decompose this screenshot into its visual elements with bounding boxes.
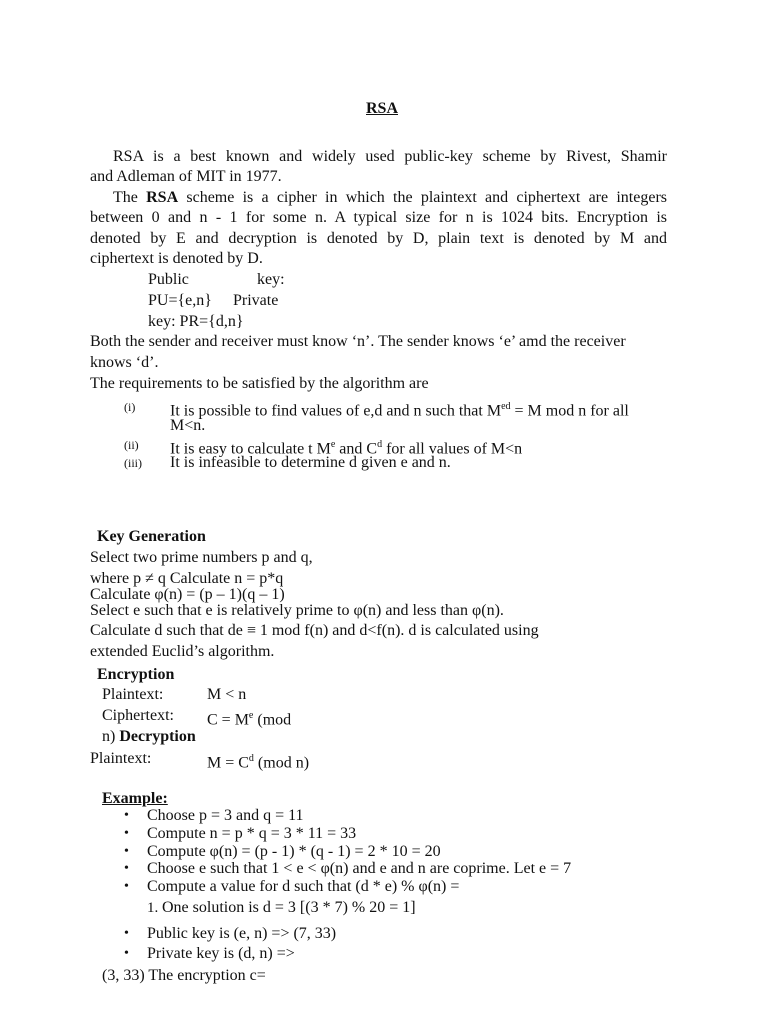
bullet-icon: • (124, 861, 129, 876)
example-bullet: Choose p = 3 and q = 11 (147, 807, 304, 824)
example-bullet: Compute a value for d such that (d * e) % φ(n) = (147, 878, 460, 895)
encryption-ciphertext-value: $C = M^e$ (mod (207, 710, 292, 729)
keygen-line: where p ≠ q Calculate n = p*q (90, 570, 284, 587)
keygen-line: extended Euclid’s algorithm. (90, 643, 275, 660)
intro-line: RSA is a best known and widely used public-key scheme by Rivest, Shamir (113, 148, 667, 165)
intro-line: The RSA scheme is a cipher in which the plaintext and ciphertext are integers (113, 189, 667, 206)
bullet-icon: • (124, 946, 129, 961)
intro-line: ciphertext is denoted by D. (90, 250, 263, 267)
keys-private-value: key: PR={d,n} (148, 313, 244, 330)
intro-line: and Adleman of MIT in 1977. (90, 168, 282, 185)
example-heading: Example: (102, 790, 168, 807)
keygen-line: Calculate d such that de ≡ 1 mod f(n) and d<f(n). d is calculated using (90, 622, 539, 639)
keygen-heading: Key Generation (97, 528, 206, 545)
requirement-text: M<n. (170, 417, 206, 434)
keygen-line: Calculate φ(n) = (p – 1)(q – 1) (90, 586, 285, 603)
requirement-text: It is easy to calculate t Me and $C^d$ for all values of M<n (170, 439, 523, 458)
keygen-line: Select two prime numbers p and q, (90, 549, 313, 566)
example-bullet: Choose e such that 1 < e < φ(n) and e and n are coprime. Let e = 7 (147, 860, 572, 877)
bullet-icon: • (124, 879, 129, 894)
example-last-line: (3, 33) The encryption c= (102, 967, 266, 984)
example-sub-text: One solution is d = 3 [(3 * 7) % 20 = 1] (162, 899, 416, 916)
example-bullet: Private key is (d, n) => (147, 945, 295, 962)
intro-line: between 0 and n - 1 for some n. A typical size for n is 1024 bits. Encryption is (90, 209, 667, 226)
example-sub-number: 1. (147, 900, 159, 916)
keys-public-value: PU={e,n} (148, 292, 212, 309)
bullet-icon: • (124, 926, 129, 941)
keys-public-label: Public (148, 271, 189, 288)
decryption-plaintext-value: $M = C^d$ (mod n) (207, 753, 310, 772)
example-bullet: Compute φ(n) = (p - 1) * (q - 1) = 2 * 10 = 20 (147, 843, 441, 860)
both-line: Both the sender and receiver must know ‘n’. The sender knows ‘e’ amd the receiver (90, 333, 626, 350)
encryption-heading: Encryption (97, 666, 175, 683)
encryption-plaintext-value: M < n (207, 686, 247, 703)
intro-line: denoted by E and decryption is denoted by D, plain text is denoted by M and (90, 230, 667, 247)
decryption-plaintext-label: Plaintext: (90, 750, 152, 767)
example-bullet: Public key is (e, n) => (7, 33) (147, 925, 337, 942)
requirement-number: (ii) (124, 438, 139, 452)
requirement-text: It is possible to find values of e,d and n such that $M^{ed} = M$ mod n for all (170, 401, 629, 420)
example-bullet: Compute n = p * q = 3 * 11 = 33 (147, 825, 357, 842)
both-line: knows ‘d’. (90, 354, 159, 371)
bullet-icon: • (124, 826, 129, 841)
bullet-icon: • (124, 844, 129, 859)
requirement-number: (iii) (124, 456, 142, 470)
keys-private-label: Private (233, 292, 279, 309)
encryption-ciphertext-label: Ciphertext: (102, 707, 174, 724)
page-title: RSA (366, 100, 399, 117)
bullet-icon: • (124, 808, 129, 823)
requirements-heading: The requirements to be satisfied by the algorithm are (90, 375, 429, 392)
decryption-heading-line: n) Decryption (102, 728, 196, 745)
requirement-text: It is infeasible to determine d given e and n. (170, 454, 451, 471)
encryption-plaintext-label: Plaintext: (102, 686, 164, 703)
keys-key-label: key: (257, 271, 285, 288)
requirement-number: (i) (124, 400, 136, 414)
keygen-line: Select e such that e is relatively prime to φ(n) and less than φ(n). (90, 602, 504, 619)
